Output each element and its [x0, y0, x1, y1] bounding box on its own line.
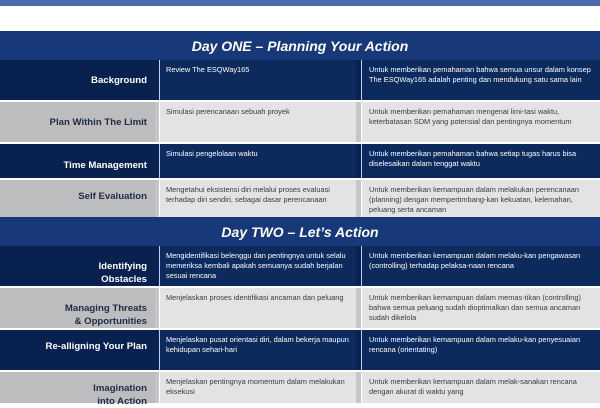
row-label-line: Imagination [93, 383, 147, 394]
objective-cell: Untuk memberikan kemampuan dalam melaku-kan pengawasan (controlling) terhadap pelaksa-naan rencana [361, 246, 600, 286]
activity-cell: Menjelaskan pusat orientasi diri, dalam bekerja maupun kehidupan sehari-hari [159, 330, 356, 370]
objective-cell: Untuk memberikan pemahaman bahwa setiap tugas harus bisa diselesaikan dalam tenggat waktu [361, 144, 600, 178]
activity-cell: Simulasi perencanaan sebuah proyek [159, 102, 356, 142]
table-row [0, 180, 600, 217]
table-row [0, 102, 600, 142]
objective-cell: Untuk memberikan pemahaman mengenai limi-tasi waktu, keterbatasan SDM yang potensial dan pentingnya momentum [361, 102, 600, 142]
row-label [0, 288, 155, 328]
day-two-title: Day TWO – Let’s Action [221, 223, 379, 240]
row-label: Self Evaluation [0, 180, 155, 217]
row-label-line: Identifying [98, 261, 147, 272]
activity-cell: Menjelaskan pentingnya momentum dalam melakukan eksekusi [159, 372, 356, 403]
row-label-line: Managing Threats [64, 303, 147, 314]
table-row [0, 246, 600, 286]
objective-cell: Untuk memberikan kemampuan dalam melakukan perencanaan (planning) dengan mempertimbang-kan kekuatan, kelemahan, peluang serta ancaman [361, 180, 600, 217]
activity-cell: Mengetahui eksistensi diri melalui proses evaluasi terhadap diri sendiri, sebagai dasar perencanaan [159, 180, 356, 217]
activity-cell: Review The ESQWay165 [159, 60, 356, 100]
table-row [0, 60, 600, 100]
row-label: Time Management [0, 144, 155, 178]
header-space [0, 6, 600, 29]
row-label: Background [0, 60, 155, 100]
row-label: Plan Within The Limit [0, 102, 155, 142]
row-label-line: into Action [97, 396, 147, 407]
objective-cell: Untuk memberikan kemampuan dalam memas-tikan (controlling) bahwa semua peluang sudah dioptimalkan dan semua ancaman sudah dikelola [361, 288, 600, 328]
table-row [0, 330, 600, 370]
table-row [0, 288, 600, 328]
day-one-title: Day ONE – Planning Your Action [191, 37, 409, 54]
table-row [0, 372, 600, 407]
day-two-header [0, 217, 600, 246]
activity-cell: Mengidentifikasi belenggu dan pentingnya untuk selalu memeriksa kembali apakah semuanya sudah berjalan sesuai rencana [159, 246, 356, 286]
objective-cell: Untuk memberikan kemampuan dalam melaku-kan penyesuaian rencana (orientating) [361, 330, 600, 370]
row-label-line: Obstacles [101, 274, 147, 285]
row-label [0, 246, 155, 286]
objective-cell: Untuk memberikan pemahaman bahwa semua unsur dalam konsep The ESQWay165 adalah penting dan mendukung satu sama lain [361, 60, 600, 100]
day-one-header [0, 31, 600, 60]
table-row [0, 144, 600, 178]
row-label: Re-alligning Your Plan [0, 330, 155, 370]
row-label-line: & Opportunities [74, 316, 147, 327]
objective-cell: Untuk memberikan kemampuan dalam melak-sanakan rencana dengan akurat di waktu yang [361, 372, 600, 403]
activity-cell: Menjelaskan proses identifikasi ancaman dan peluang [159, 288, 356, 328]
activity-cell: Simulasi pengelolaan waktu [159, 144, 356, 178]
row-label [0, 372, 155, 407]
